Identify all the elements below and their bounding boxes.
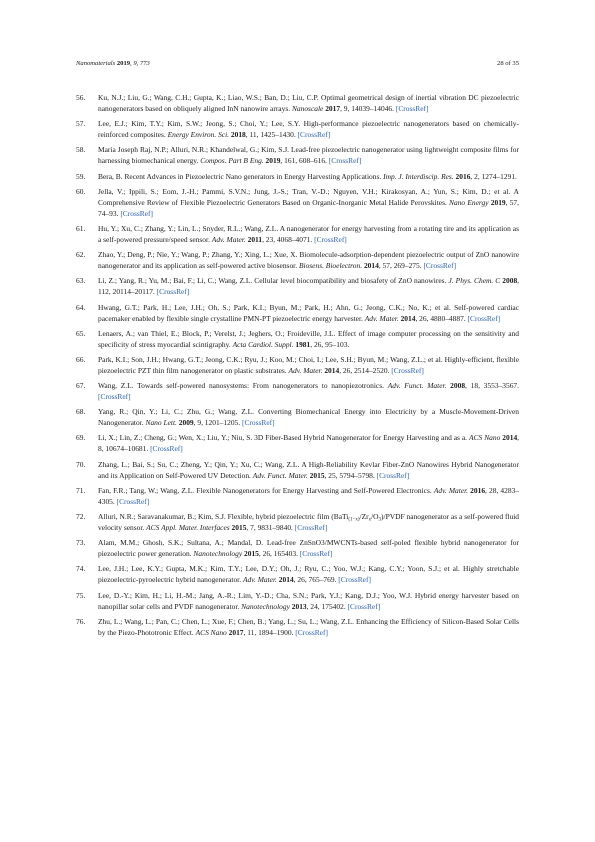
reference-text: Yang, R.; Qin, Y.; Li, C.; Zhu, G.; Wang, Z.L. Converting Biomechanical Energy into Electricity by a Muscle-Movement-Driven Nanogenerator. xyxy=(98,407,519,428)
reference-journal: J. Phys. Chem. C xyxy=(448,276,501,286)
reference-year: 2008 xyxy=(502,276,518,286)
reference-journal: Adv. Funct. Mater. xyxy=(252,470,308,480)
reference-number: 66. xyxy=(76,354,86,364)
reference-item xyxy=(76,171,519,182)
reference-number: 67. xyxy=(76,381,86,391)
reference-journal: Nano Energy xyxy=(449,197,489,207)
reference-year: 2019 xyxy=(265,156,281,166)
crossref-link[interactable]: [CrossRef] xyxy=(423,261,457,271)
reference-volume-pages: , 24, 175402. xyxy=(306,601,346,611)
reference-text: Maria Joseph Raj, N.P.; Alluri, N.R.; Khandelwal, G.; Kim, S.J. Lead-free piezoelectric nanogenerator using lightweight composite films for harnessing biomechanical energy. xyxy=(98,145,519,166)
reference-journal: Adv. Mater. xyxy=(288,365,323,375)
running-header xyxy=(76,60,519,72)
reference-volume-pages: , 11, 1425–1430. xyxy=(245,130,296,140)
reference-text: Park, K.I.; Son, J.H.; Hwang, G.T.; Jeong, C.K.; Ryu, J.; Koo, M.; Choi, I.; Lee, S.H.; Byun, M.; Wang, Z.L.; et al. Highly-efficient, flexible piezoelectric PZT thin film nanogenerator on plastic substrates. xyxy=(98,354,519,375)
reference-text: Zhu, L.; Wang, L.; Pan, C.; Chen, L.; Xue, F.; Chen, B.; Yang, L.; Su, L.; Wang, Z.L. Enhancing the Efficiency of Silicon-Based Solar Cells by the Piezo-Phototronic Effect. xyxy=(98,616,519,637)
reference-text: Zhao, Y.; Deng, P.; Nie, Y.; Wang, P.; Zhang, Y.; Xing, L.; Xue, X. Biomolecule-adsorption-dependent piezoelectric output of ZnO nanowire nanogenerator and its application as self-powered active biosensor. xyxy=(98,250,519,271)
reference-item xyxy=(76,302,519,324)
reference-volume-pages: , 25, 5794–5798. xyxy=(324,470,375,480)
reference-item xyxy=(76,144,519,166)
crossref-link[interactable]: [CrossRef] xyxy=(347,601,381,611)
reference-item xyxy=(76,406,519,428)
reference-item xyxy=(76,380,519,402)
crossref-link[interactable]: [CrossRef] xyxy=(314,234,347,244)
reference-volume-pages: , 2, 1274–1291. xyxy=(470,171,517,181)
reference-journal: Imp. J. Interdiscip. Res. xyxy=(383,171,454,181)
journal-name: Nanomaterials xyxy=(76,60,116,67)
reference-text: Alam, M.M.; Ghosh, S.K.; Sultana, A.; Mandal, D. Lead-free ZnSnO3/MWCNTs-based self-poled flexible hybrid nanogenerator for piezoelectric power generation. xyxy=(98,538,519,559)
reference-year: 2016 xyxy=(470,485,486,495)
reference-text: Jella, V.; Ippili, S.; Eom, J.-H.; Pammi, S.V.N.; Jung, J.-S.; Tran, V.-D.; Nguyen, V.H.; Kirakosyan, A.; Yun, S.; Kim, D.; et al. A Comprehensive Review of Flexible Piezoelectric Generators Based on Organic-Inorganic Metal Halide Perovskites. xyxy=(98,186,519,207)
reference-volume-pages: , 26, 4880–4887. xyxy=(415,313,466,323)
reference-item xyxy=(76,485,519,507)
reference-volume-pages: , 112, 20114–20117. xyxy=(98,276,520,297)
reference-volume-pages: , 161, 608–616. xyxy=(280,156,327,166)
reference-text: Lee, D.-Y.; Kim, H.; Li, H.-M.; Jang, A.-R.; Lim, Y.-D.; Cha, S.N.; Park, Y.J.; Kang, D.J.; Yoo, W.J. Hybrid energy harvester based on nanopillar solar cells and PVDF nanogenerator. xyxy=(98,590,519,611)
reference-number: 72. xyxy=(76,512,86,521)
reference-number: 58. xyxy=(76,145,86,155)
crossref-link[interactable]: [CrossRef] xyxy=(116,496,150,506)
formula-subscript: (1−x) xyxy=(348,517,360,523)
formula-subscript: x xyxy=(368,517,372,523)
reference-year: 2014 xyxy=(502,433,518,443)
crossref-link[interactable]: [CrossRef] xyxy=(98,392,131,402)
reference-text: Lee, J.H.; Lee, K.Y.; Gupta, M.K.; Kim, T.Y.; Lee, D.Y.; Oh, J.; Ryu, C.; Yoo, W.J.; Kang, C.Y.; Yoon, S.J.; et al. Highly stretchable piezoelectric-pyroelectric hybrid nanogenerator. xyxy=(98,564,519,585)
reference-item xyxy=(76,275,519,297)
crossref-link[interactable]: [CrossRef] xyxy=(467,313,501,323)
reference-list xyxy=(76,92,519,642)
reference-year: 2019 xyxy=(490,197,506,207)
reference-journal: ACS Nano xyxy=(195,627,227,637)
reference-number: 76. xyxy=(76,616,86,626)
reference-text: Zhang, L.; Bai, S.; Su, C.; Zheng, Y.; Qin, Y.; Xu, C.; Wang, Z.L. A High-Reliability Kevlar Fiber-ZnO Nanowires Hybrid Nanogenerator and its Application on Self-Powered UV Detection. xyxy=(98,459,519,480)
reference-journal: Nanotechnology xyxy=(193,549,243,559)
reference-number: 68. xyxy=(76,407,86,417)
crossref-link[interactable]: [CrossRef] xyxy=(241,418,275,428)
reference-number: 73. xyxy=(76,538,86,548)
reference-text: )/PVDF nanogenerator as a self-powered fluid velocity sensor. xyxy=(98,512,519,533)
reference-number: 61. xyxy=(76,223,86,233)
reference-volume-pages: , 7, 9831–9840. xyxy=(246,523,293,533)
reference-text: Bera, B. Recent Advances in Piezoelectric Nano generators in Energy Harvesting Applications. xyxy=(98,171,382,181)
reference-number: 62. xyxy=(76,250,86,260)
crossref-link[interactable]: [CrossRef] xyxy=(150,444,183,454)
crossref-link[interactable]: [CrossRef] xyxy=(391,365,424,375)
reference-text: Ku, N.J.; Liu, G.; Wang, C.H.; Gupta, K.; Liao, W.S.; Ban, D.; Liu, C.P. Optimal geometrical design of inertial vibration DC piezoelectric nanogenerators based on obliquely aligned InN nanowire arrays. xyxy=(98,93,519,114)
reference-year: 2015 xyxy=(231,523,247,533)
reference-volume-pages: , 57, 74–93. xyxy=(98,197,519,218)
reference-item xyxy=(76,563,519,585)
crossref-link[interactable]: [CrossRef] xyxy=(395,104,429,114)
reference-journal: Adv. Funct. Mater. xyxy=(387,381,447,391)
reference-text: Hu, Y.; Xu, C.; Zhang, Y.; Lin, L.; Snyder, R.L.; Wang, Z.L. A nanogenerator for energy harvesting from a rotating tire and its application as a self-powered pressure/speed sensor. xyxy=(98,223,519,244)
reference-journal: Acta Cardiol. Suppl. xyxy=(232,339,294,349)
crossref-link[interactable]: [CrossRef] xyxy=(295,627,328,637)
reference-item xyxy=(76,459,519,481)
reference-journal: Adv. Mater. xyxy=(433,485,469,495)
reference-number: 70. xyxy=(76,459,86,469)
reference-item xyxy=(76,223,519,245)
formula-text: /O xyxy=(371,512,379,521)
reference-item xyxy=(76,118,519,140)
crossref-link[interactable]: [CrossRef] xyxy=(120,208,153,218)
reference-journal: Adv. Mater. xyxy=(211,234,246,244)
reference-item xyxy=(76,249,519,271)
crossref-link[interactable]: [CrossRef] xyxy=(156,287,190,297)
crossref-link[interactable]: [CrossRef] xyxy=(376,470,410,480)
reference-year: 2013 xyxy=(291,601,307,611)
reference-number: 64. xyxy=(76,302,86,312)
reference-volume-pages: , 26, 165403. xyxy=(258,549,298,559)
reference-text: Alluri, N.R.; Saravanakumar, B.; Kim, S.J. Flexible, hybrid piezoelectric film (BaTi xyxy=(98,512,349,521)
reference-year: 2015 xyxy=(309,470,325,480)
reference-volume-pages: , 26, 765–769. xyxy=(293,575,337,585)
crossref-link[interactable]: [CrossRef] xyxy=(299,549,333,559)
journal-citation xyxy=(76,60,150,67)
reference-number: 69. xyxy=(76,433,86,443)
reference-number: 56. xyxy=(76,93,86,102)
reference-volume-pages: , 26, 2514–2520. xyxy=(339,365,390,375)
reference-text: Li, Z.; Yang, R.; Yu, M.; Bai, F.; Li, C.; Wang, Z.L. Cellular level biocompatibility and biosafety of ZnO nanowires. xyxy=(98,276,447,286)
reference-volume-pages: , 23, 4068–4071. xyxy=(262,234,313,244)
reference-journal: Biosens. Bioelectron. xyxy=(298,261,363,271)
reference-year: 2015 xyxy=(244,549,259,559)
reference-journal: Nano Lett. xyxy=(145,418,177,428)
reference-volume-pages: , 18, 3553–3567. xyxy=(465,381,519,391)
reference-number: 63. xyxy=(76,276,86,286)
reference-text: Li, X.; Lin, Z.; Cheng, G.; Wen, X.; Liu, Y.; Niu, S. 3D Fiber-Based Hybrid Nanogenerator for Energy Harvesting and as a. xyxy=(98,433,468,443)
reference-year: 2017 xyxy=(228,627,244,637)
journal-year: 2019 xyxy=(116,60,131,67)
reference-year: 2008 xyxy=(450,381,466,391)
reference-year: 2014 xyxy=(400,313,416,323)
reference-number: 65. xyxy=(76,328,86,338)
reference-text: Hwang, G.T.; Park, H.; Lee, J.H.; Oh, S.; Park, K.I.; Byun, M.; Park, H.; Ahn, G.; Jeong, C.K.; No, K.; et al. Self-powered cardiac pacemaker enabled by flexible single crystalline PMN-PT piezoelectric energy harvester. xyxy=(98,302,519,323)
reference-item xyxy=(76,590,519,612)
reference-text: Fan, F.R.; Tang, W.; Wang, Z.L. Flexible Nanogenerators for Energy Harvesting and Self-Powered Electronics. xyxy=(98,485,432,495)
reference-journal: Adv. Mater. xyxy=(364,313,399,323)
reference-number: 60. xyxy=(76,186,86,196)
reference-item xyxy=(76,354,519,376)
reference-journal: Nanotechnology xyxy=(241,601,290,611)
formula-subscript: 3 xyxy=(378,517,382,523)
reference-item xyxy=(76,186,519,219)
reference-number: 74. xyxy=(76,564,86,574)
reference-number: 57. xyxy=(76,119,86,129)
reference-year: 2014 xyxy=(363,261,379,271)
reference-journal: Nanoscale xyxy=(291,104,324,114)
page-number: 28 of 35 xyxy=(497,60,519,67)
reference-volume-pages: , 28, 4283–4305. xyxy=(98,485,520,506)
reference-item xyxy=(76,616,519,638)
reference-year: 2014 xyxy=(278,575,294,585)
reference-item xyxy=(76,432,519,454)
formula-text: /Zr xyxy=(359,512,369,521)
reference-year: 1981 xyxy=(295,339,311,349)
reference-number: 71. xyxy=(76,485,86,495)
reference-text: Lee, E.J.; Kim, T.Y.; Kim, S.W.; Jeong, S.; Choi, Y.; Lee, S.Y. High-performance piezoelectric nanogenerators based on chemically-reinforced composites. xyxy=(98,119,519,140)
reference-item xyxy=(76,328,519,350)
reference-year: 2017 xyxy=(325,104,341,114)
crossref-link[interactable]: [CrossRef] xyxy=(328,156,362,166)
reference-number: 75. xyxy=(76,590,86,600)
reference-volume-pages: , 26, 95–103. xyxy=(310,339,350,349)
reference-text: Lenaers, A.; van Thiel, E.; Block, P.; Verelst, J.; Jeghers, O.; Froideville, J.L. Effect of image computer processing on the sensitivity and specificity of stress myocardial scintigraphy. xyxy=(98,328,519,349)
reference-year: 2011 xyxy=(247,234,263,244)
reference-volume-pages: , 9, 1201–1205. xyxy=(193,418,241,428)
reference-volume-pages: , 57, 269–275. xyxy=(378,261,422,271)
reference-journal: Compos. Part B Eng. xyxy=(200,156,264,166)
reference-number: 59. xyxy=(76,171,86,181)
reference-year: 2016 xyxy=(455,171,471,181)
crossref-link[interactable]: [CrossRef] xyxy=(297,130,331,140)
reference-journal: ACS Nano xyxy=(469,433,501,443)
reference-volume-pages: , 8, 10674–10681. xyxy=(98,433,520,454)
reference-year: 2014 xyxy=(324,365,340,375)
journal-volume: , 9, 773 xyxy=(130,60,150,67)
reference-volume-pages: , 11, 1894–1900. xyxy=(243,627,294,637)
reference-text: Wang, Z.L. Towards self-powered nanosystems: From nanogenerators to nanopiezotronics. xyxy=(98,381,384,391)
crossref-link[interactable]: [CrossRef] xyxy=(294,523,328,533)
reference-volume-pages: , 9, 14039–14046. xyxy=(340,104,394,114)
reference-item xyxy=(76,511,519,533)
reference-year: 2009 xyxy=(178,418,194,428)
reference-journal: ACS Appl. Mater. Interfaces xyxy=(146,523,230,533)
reference-item xyxy=(76,92,519,114)
reference-journal: Adv. Mater. xyxy=(242,575,277,585)
crossref-link[interactable]: [CrossRef] xyxy=(338,575,371,585)
reference-year: 2018 xyxy=(230,130,246,140)
reference-journal: Energy Environ. Sci. xyxy=(167,130,230,140)
reference-item xyxy=(76,537,519,559)
